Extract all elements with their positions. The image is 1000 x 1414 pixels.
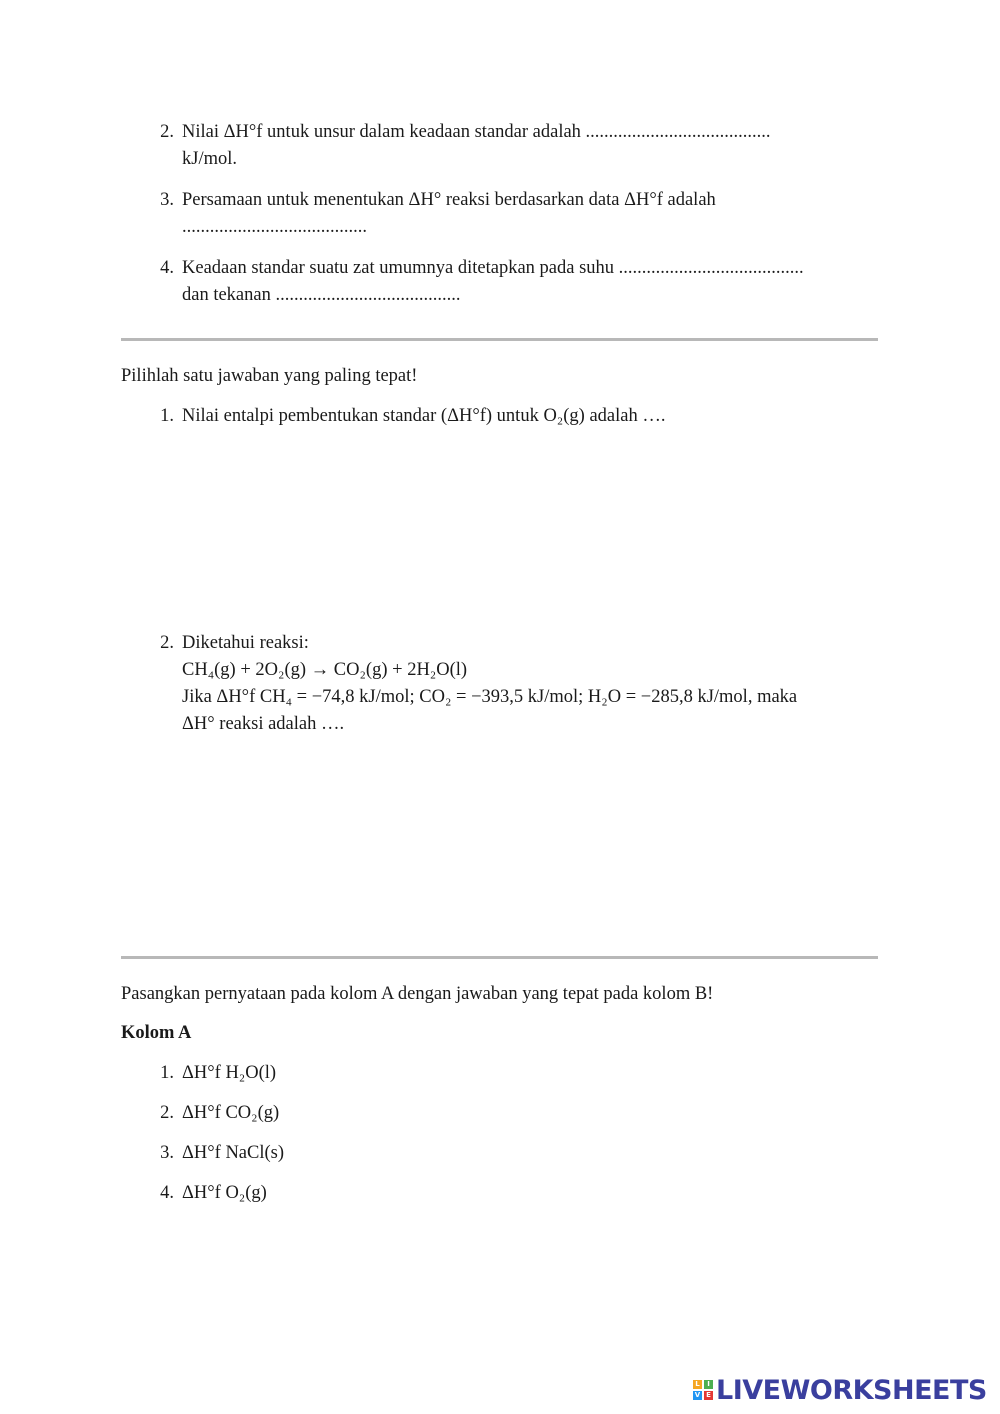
item-number: 2. xyxy=(160,633,174,653)
item-text: dan tekanan ........................................ xyxy=(182,285,461,305)
multiple-choice-instruction: Pilihlah satu jawaban yang paling tepat! xyxy=(121,366,418,386)
item-text: ΔH°f H₂O(l) xyxy=(182,1063,277,1083)
item-number: 2. xyxy=(160,122,174,142)
reaction-equation: CH₄(g) + 2O₂(g) → CO₂(g) + 2H₂O(l) xyxy=(182,660,468,680)
item-text: Keadaan standar suatu zat umumnya ditetapkan pada suhu ........................................ xyxy=(182,258,804,278)
column-a-title: Kolom A xyxy=(121,1023,192,1043)
section-divider xyxy=(121,956,878,959)
item-text: kJ/mol. xyxy=(182,149,237,169)
logo-tile: E xyxy=(704,1391,713,1400)
item-text: ΔH°f O₂(g) xyxy=(182,1183,267,1203)
item-number: 1. xyxy=(160,1063,174,1083)
item-number: 4. xyxy=(160,1183,174,1203)
item-number: 3. xyxy=(160,1143,174,1163)
question-text: Jika ΔH°f CH₄ = −74,8 kJ/mol; CO₂ = −393,5 kJ/mol; H₂O = −285,8 kJ/mol, maka xyxy=(182,687,798,707)
item-text: Nilai ΔH°f untuk unsur dalam keadaan standar adalah ........................................ xyxy=(182,122,771,142)
logo-tile: L xyxy=(693,1380,702,1389)
logo-tiles-icon xyxy=(693,1380,713,1400)
logo-tile: V xyxy=(694,1391,701,1399)
item-text: ΔH°f CO₂(g) xyxy=(182,1103,280,1123)
logo-tile: I xyxy=(704,1380,713,1389)
item-text: Persamaan untuk menentukan ΔH° reaksi berdasarkan data ΔH°f adalah xyxy=(182,190,716,210)
matching-instruction: Pasangkan pernyataan pada kolom A dengan jawaban yang tepat pada kolom B! xyxy=(121,984,714,1004)
question-text: Nilai entalpi pembentukan standar (ΔH°f) untuk O₂(g) adalah …. xyxy=(182,406,666,426)
item-number: 2. xyxy=(160,1103,174,1123)
logo-text: LIVEWORKSHEETS xyxy=(716,1374,987,1406)
item-number: 3. xyxy=(160,190,174,210)
item-text: ........................................ xyxy=(182,217,367,237)
section-divider xyxy=(121,338,878,341)
item-number: 1. xyxy=(160,406,174,426)
item-number: 4. xyxy=(160,258,174,278)
question-text: Diketahui reaksi: xyxy=(182,633,309,653)
item-text: ΔH°f NaCl(s) xyxy=(182,1143,285,1163)
liveworksheets-logo[interactable] xyxy=(693,1373,987,1407)
question-text: ΔH° reaksi adalah …. xyxy=(182,714,345,734)
